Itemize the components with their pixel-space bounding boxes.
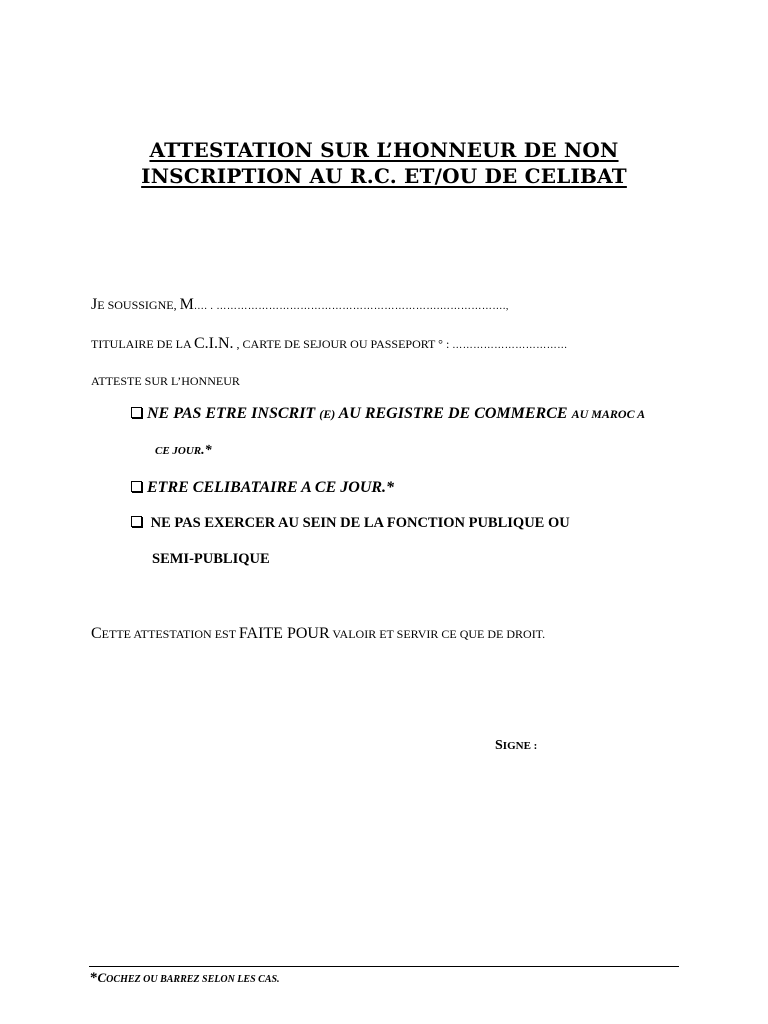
- closing-statement: [91, 625, 545, 643]
- name-fill-dots: …. . ……………………………………………………….……………….,: [193, 301, 509, 312]
- option-no-public-service: [131, 515, 570, 532]
- option-not-registered-text: NE PAS ETRE INSCRIT: [147, 405, 320, 422]
- option-not-registered-rest: AU REGISTRE DE COMMERCE: [335, 405, 572, 422]
- option-single: [131, 479, 394, 497]
- checkbox-icon[interactable]: [131, 481, 142, 492]
- id-card-suffix: , CARTE DE SEJOUR OU PASSEPORT ° :: [233, 337, 453, 351]
- closing-faite-pour: FAITE POUR: [238, 625, 330, 642]
- option-not-registered: [131, 405, 645, 423]
- signature-initial: S: [495, 738, 503, 753]
- document-title-line-1: ATTESTATION SUR L’HONNEUR DE NON: [149, 138, 619, 162]
- option-not-registered-line2: [155, 443, 212, 459]
- id-card-line: [91, 335, 568, 353]
- closing-part-2: VALOIR ET SERVIR CE QUE DE DROIT.: [329, 627, 546, 641]
- undersigned-m: M: [179, 296, 194, 313]
- id-card-cin: C.I.N.: [193, 335, 234, 352]
- id-card-prefix: TITULAIRE DE LA: [91, 337, 194, 351]
- footnote-text: OCHEZ OU BARREZ SELON LES CAS.: [106, 974, 280, 985]
- option-not-registered-line2-text: CE JOUR: [155, 445, 202, 457]
- id-number-fill-dots: ……………………………: [452, 340, 568, 351]
- document-title-line-2: INSCRIPTION AU R.C. ET/OU DE CELIBAT: [141, 164, 627, 188]
- closing-initial: C: [91, 625, 102, 642]
- option-no-public-service-text: NE PAS EXERCER AU SEIN DE LA FONCTION PUBLIQUE OU: [150, 515, 570, 531]
- undersigned-line: [91, 296, 509, 314]
- option-single-text: ETRE CELIBATAIRE A CE JOUR.*: [147, 479, 395, 496]
- footnote-star: *: [90, 970, 98, 986]
- signature-text: IGNE :: [502, 740, 538, 752]
- checkbox-icon[interactable]: [131, 516, 142, 527]
- closing-part-1: ETTE ATTESTATION EST: [101, 627, 239, 641]
- checkbox-icon[interactable]: [131, 407, 142, 418]
- option-not-registered-e: (E): [319, 407, 336, 421]
- undersigned-label: E SOUSSIGNE,: [97, 298, 180, 312]
- signature-label: [495, 736, 537, 754]
- undersigned-initial: J: [91, 296, 98, 313]
- footnote: [90, 969, 280, 987]
- footnote-divider: [89, 966, 679, 967]
- footnote-initial: C: [97, 970, 107, 985]
- attests-on-honour: ATTESTE SUR L’HONNEUR: [91, 374, 240, 388]
- option-no-public-service-line2: SEMI-PUBLIQUE: [152, 551, 270, 567]
- option-not-registered-line2-end: .*: [201, 443, 212, 458]
- option-not-registered-small: AU MAROC A: [571, 407, 646, 421]
